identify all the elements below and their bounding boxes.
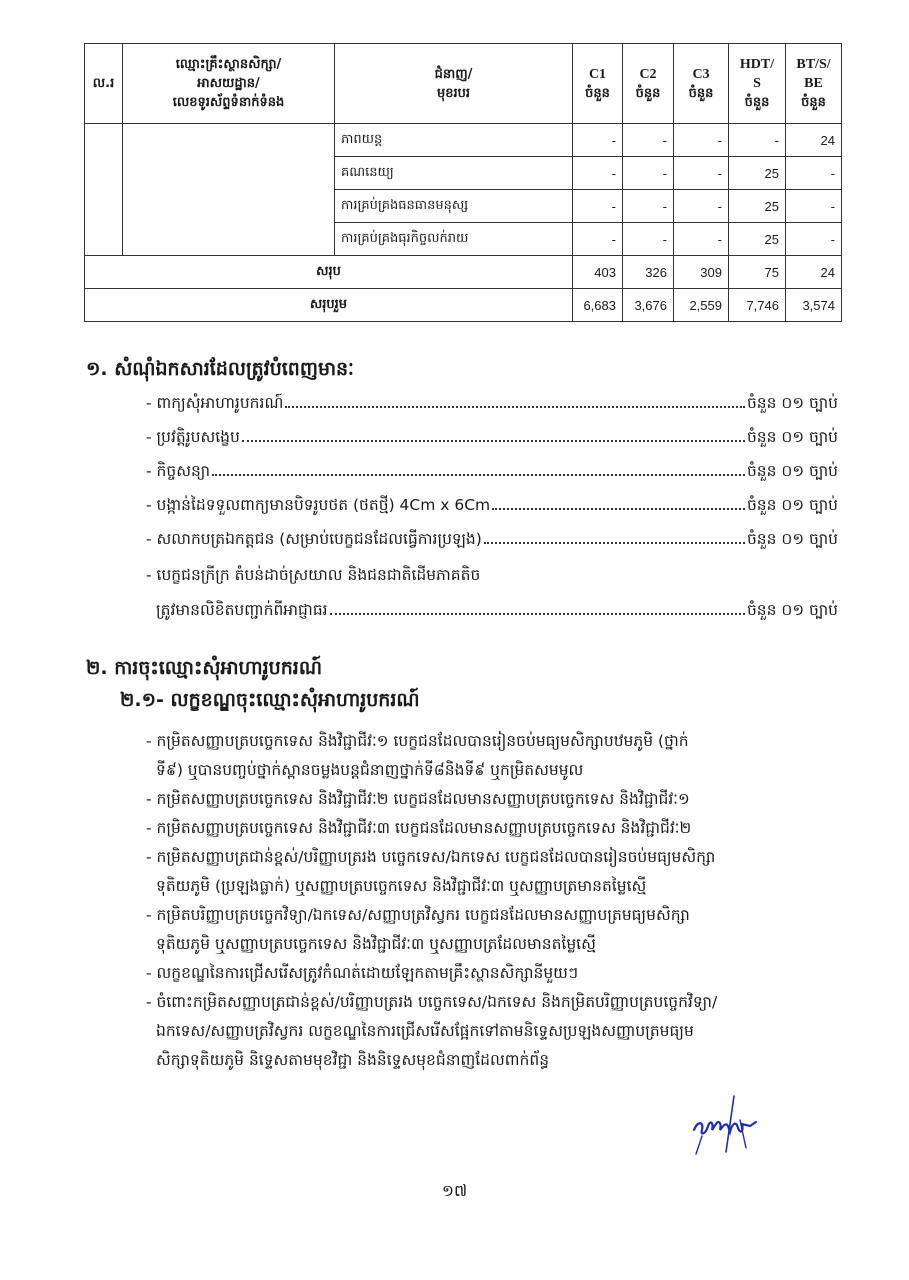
signature-icon	[690, 1092, 760, 1166]
document-item: - សលាកបត្រឯកត្តជន (សម្រាប់បេក្ខជនដែលធ្វើការប្រឡង) ចំនួន ០១ ច្បាប់	[146, 530, 838, 548]
c3-cell: -	[674, 190, 729, 223]
section2-heading: ២. ការចុះឈ្មោះសុំអាហារូបករណ៍	[86, 657, 323, 679]
document-item: - កិច្ចសន្យា ចំនួន ០១ ច្បាប់	[146, 462, 838, 480]
no-cell	[85, 124, 123, 256]
header-c1: C1 ចំនួន	[573, 44, 623, 124]
c2-cell: -	[623, 223, 674, 256]
c3-cell: -	[674, 157, 729, 190]
table-row	[85, 124, 842, 157]
header-skill: ជំនាញ/ មុខរបរ	[335, 44, 573, 124]
criteria-line: សិក្សាទុតិយភូមិ និទ្ទេសតាមមុខវិជ្ជា និងនិទ្ទេសមុខជំនាញដែលពាក់ព័ន្ធ	[156, 1051, 550, 1069]
scholarship-quota-table	[84, 43, 842, 322]
criteria-line: - កម្រិតបរិញ្ញាបត្របច្ចេកវិទ្យា/ឯកទេស/សញ្ញាបត្រវិស្វករ បេក្ខជនដែលមានសញ្ញាបត្រមធ្យមសិក្សា	[146, 906, 690, 924]
subtotal-c3: 309	[674, 256, 729, 289]
document-item-continued: ត្រូវមានលិខិតបញ្ជាក់ពីអាជ្ញាធរ ចំនួន ០១ ច្បាប់	[156, 601, 838, 619]
bt-cell: 24	[786, 124, 842, 157]
section2-subheading: ២.១- លក្ខខណ្ឌចុះឈ្មោះសុំអាហារូបករណ៍	[120, 689, 420, 711]
criteria-line: ទុតិយភូមិ ឬសញ្ញាបត្របច្ចេកទេស និងវិជ្ជាជីវៈ៣ ឬសញ្ញាបត្រដែលមានតម្លៃស្មើ	[156, 935, 596, 953]
header-c3: C3 ចំនួន	[674, 44, 729, 124]
grand-total-label: សរុបរួម	[85, 289, 573, 322]
hdt-cell: 25	[729, 157, 786, 190]
header-no: ល.រ	[85, 44, 123, 124]
section1-heading: ១. សំណុំឯកសារដែលត្រូវបំពេញមានៈ	[86, 358, 354, 380]
bt-cell: -	[786, 223, 842, 256]
document-item: - បេក្ខជនក្រីក្រ តំបន់ដាច់ស្រយាល និងជនជាតិដើមភាគតិច	[146, 566, 481, 584]
grand-total-bt: 3,574	[786, 289, 842, 322]
grand-total-c3: 2,559	[674, 289, 729, 322]
criteria-list	[146, 727, 846, 1075]
subtotal-bt: 24	[786, 256, 842, 289]
subtotal-hdt: 75	[729, 256, 786, 289]
c1-cell: -	[573, 190, 623, 223]
grand-total-hdt: 7,746	[729, 289, 786, 322]
header-bt: BT/S/ BE ចំនួន	[786, 44, 842, 124]
c3-cell: -	[674, 124, 729, 157]
c2-cell: -	[623, 157, 674, 190]
hdt-cell: 25	[729, 190, 786, 223]
criteria-line: ទុតិយភូមិ (ប្រឡងធ្លាក់) ឬសញ្ញាបត្របច្ចេកទេស និងវិជ្ជាជីវៈ៣ ឬសញ្ញាបត្រមានតម្លៃស្មើ	[156, 877, 647, 895]
grand-total-c2: 3,676	[623, 289, 674, 322]
document-item: - បង្កាន់ដៃទទួលពាក្យមានបិទរូបថត (ថតថ្មី) 4Cm x 6Cm ចំនួន ០១ ច្បាប់	[146, 496, 838, 514]
hdt-cell: -	[729, 124, 786, 157]
skill-cell: ការគ្រប់គ្រងធុរកិច្ចលក់រាយ	[335, 223, 573, 256]
criteria-line: ឯកទេស/សញ្ញាបត្រវិស្វករ លក្ខខណ្ឌនៃការជ្រើសរើសផ្អែកទៅតាមនិទ្ទេសប្រឡងសញ្ញាបត្រមធ្យម	[156, 1022, 694, 1040]
criteria-line: - លក្ខខណ្ឌនៃការជ្រើសរើសត្រូវកំណត់ដោយឡែកតាមគ្រឹះស្ថានសិក្សានីមួយៗ	[146, 964, 579, 982]
subtotal-c2: 326	[623, 256, 674, 289]
c3-cell: -	[674, 223, 729, 256]
grand-total-row	[85, 289, 842, 322]
criteria-line: - កម្រិតសញ្ញាបត្របច្ចេកទេស និងវិជ្ជាជីវៈ១ បេក្ខជនដែលបានរៀនចប់មធ្យមសិក្សាបឋមភូមិ (ថ្នាក់	[146, 732, 689, 750]
document-item: - ប្រវត្តិរូបសង្ខេប ចំនួន ០១ ច្បាប់	[146, 428, 838, 446]
table-header-row	[85, 44, 842, 124]
hdt-cell: 25	[729, 223, 786, 256]
institution-cell	[123, 124, 335, 256]
c2-cell: -	[623, 124, 674, 157]
grand-total-c1: 6,683	[573, 289, 623, 322]
subtotal-label: សរុប	[85, 256, 573, 289]
header-institution: ឈ្មោះគ្រឹះស្ថានសិក្សា/ អាសយដ្ឋាន/ លេខទូរស័ព្ទទំនាក់ទំនង	[123, 44, 335, 124]
subtotal-c1: 403	[573, 256, 623, 289]
skill-cell: ការគ្រប់គ្រងធនធានមនុស្ស	[335, 190, 573, 223]
header-hdt: HDT/ S ចំនួន	[729, 44, 786, 124]
criteria-line: - កម្រិតសញ្ញាបត្របច្ចេកទេស និងវិជ្ជាជីវៈ៣ បេក្ខជនដែលមានសញ្ញាបត្របច្ចេកទេស និងវិជ្ជាជីវៈ២	[146, 819, 692, 837]
criteria-line: - កម្រិតសញ្ញាបត្របច្ចេកទេស និងវិជ្ជាជីវៈ២ បេក្ខជនដែលមានសញ្ញាបត្របច្ចេកទេស និងវិជ្ជាជីវៈ១	[146, 790, 690, 808]
criteria-line: - កម្រិតសញ្ញាបត្រជាន់ខ្ពស់/បរិញ្ញាបត្ររង បច្ចេកទេស/ឯកទេស បេក្ខជនដែលបានរៀនចប់មធ្យមសិក្សា	[146, 848, 716, 866]
criteria-line: ទី៩) ឬបានបញ្ចប់ថ្នាក់ស្ពានចម្លងបន្តជំនាញថ្នាក់ទី៨និងទី៩ ឬកម្រិតសមមូល	[156, 761, 584, 779]
page-number: ១៧	[441, 1181, 468, 1200]
skill-cell: គណនេយ្យ	[335, 157, 573, 190]
header-c2: C2 ចំនួន	[623, 44, 674, 124]
c1-cell: -	[573, 157, 623, 190]
criteria-line: - ចំពោះកម្រិតសញ្ញាបត្រជាន់ខ្ពស់/បរិញ្ញាបត្ររង បច្ចេកទេស/ឯកទេស និងកម្រិតបរិញ្ញាបត្របច្ចេកវិទ្យា/	[146, 993, 718, 1011]
document-item: - ពាក្យសុំអាហារូបករណ៍ ចំនួន ០១ ច្បាប់	[146, 394, 838, 412]
bt-cell: -	[786, 190, 842, 223]
c2-cell: -	[623, 190, 674, 223]
c1-cell: -	[573, 124, 623, 157]
bt-cell: -	[786, 157, 842, 190]
subtotal-row	[85, 256, 842, 289]
c1-cell: -	[573, 223, 623, 256]
skill-cell: ភាពយន្ត	[335, 124, 573, 157]
